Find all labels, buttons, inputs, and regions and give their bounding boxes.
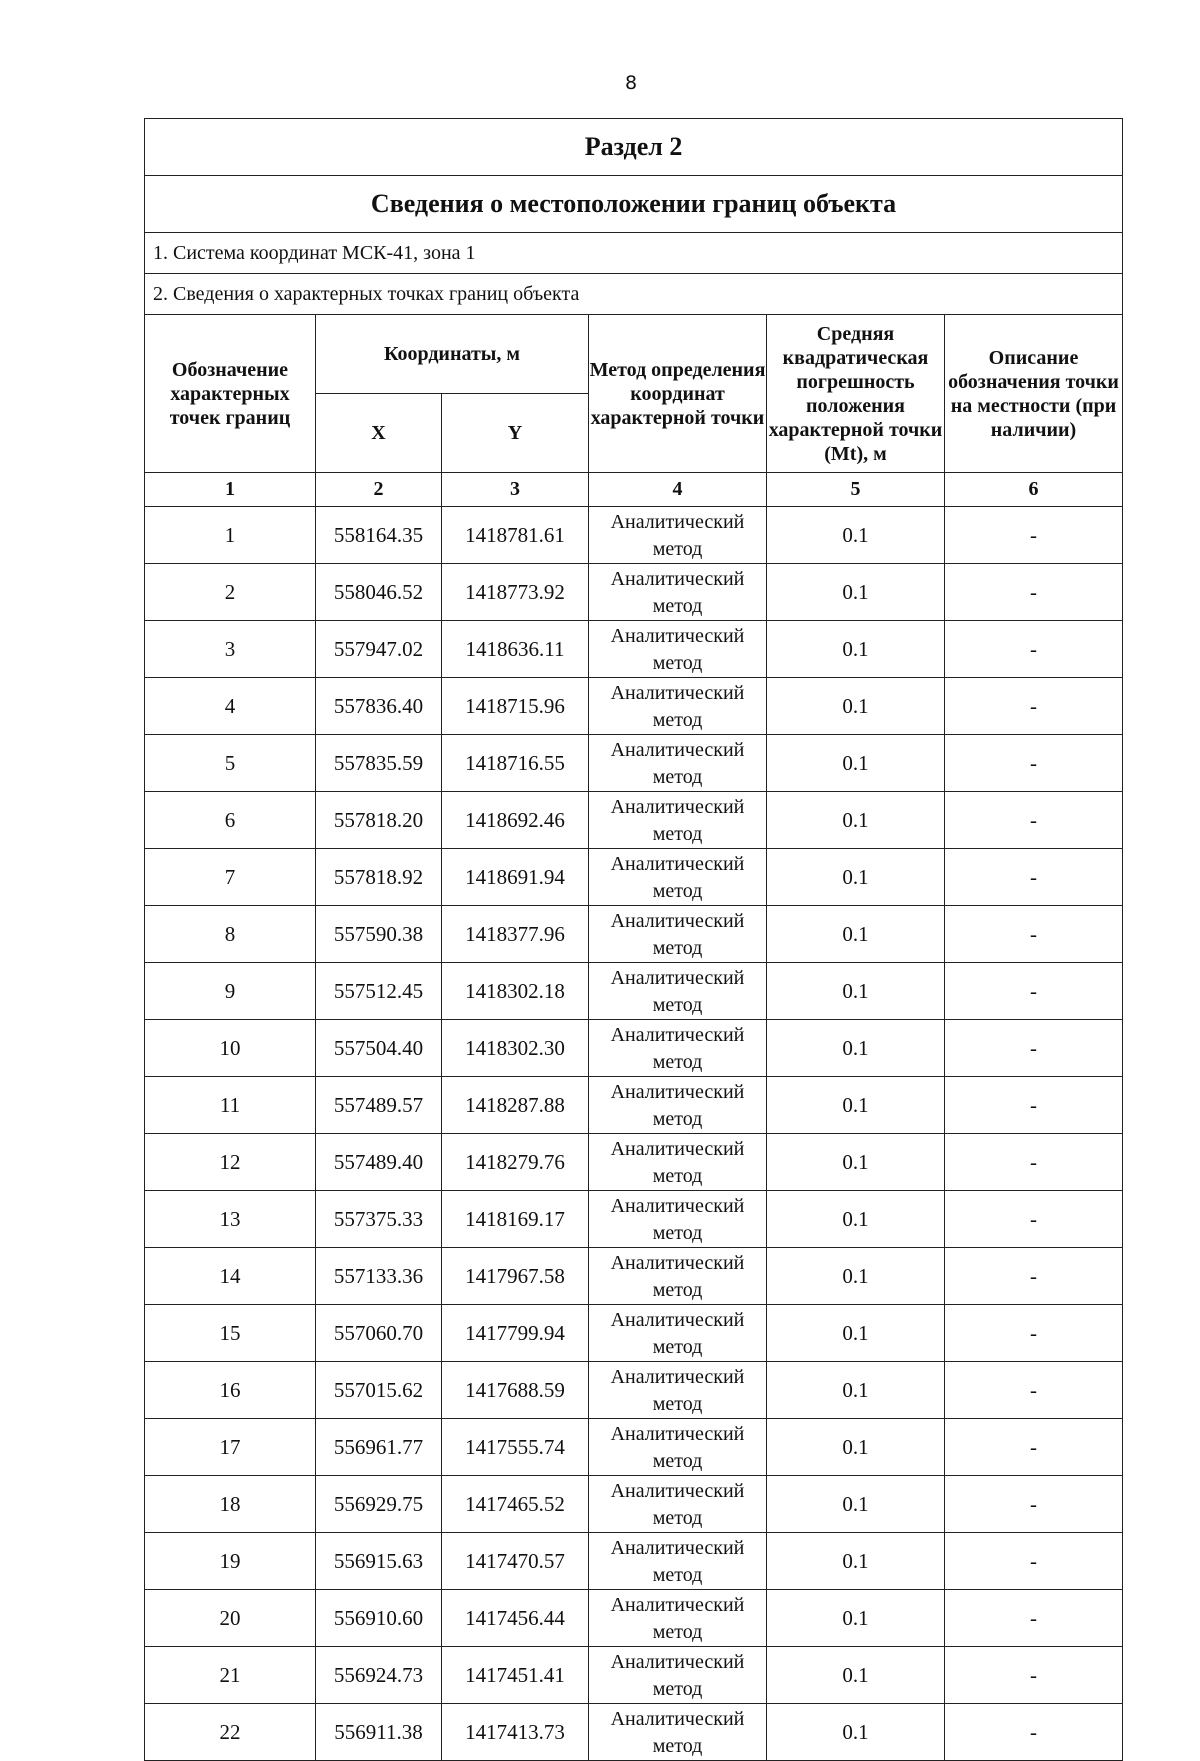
- y-coordinate-cell: 1418692.46: [442, 792, 589, 849]
- method-cell: [589, 1191, 767, 1248]
- x-coordinate-cell: 558046.52: [316, 564, 442, 621]
- points-info-line: 2. Сведения о характерных точках границ объекта: [145, 274, 1123, 315]
- method-cell: [589, 735, 767, 792]
- header-description: Описание обозначения точки на местности (при наличии): [945, 315, 1123, 473]
- method-cell: [589, 1077, 767, 1134]
- y-coordinate-cell: 1417799.94: [442, 1305, 589, 1362]
- point-number-cell: 5: [145, 735, 316, 792]
- method-cell: [589, 564, 767, 621]
- x-coordinate-cell: 556961.77: [316, 1419, 442, 1476]
- y-coordinate-cell: 1417555.74: [442, 1419, 589, 1476]
- method-text: Аналитический метод: [610, 1537, 745, 1586]
- table-row: [145, 1533, 1123, 1590]
- method-cell: [589, 1020, 767, 1077]
- column-number: 3: [442, 473, 589, 507]
- point-number-cell: 21: [145, 1647, 316, 1704]
- method-text: Аналитический метод: [610, 1594, 745, 1643]
- y-coordinate-cell: 1418716.55: [442, 735, 589, 792]
- x-coordinate-cell: 556929.75: [316, 1476, 442, 1533]
- point-number-cell: 11: [145, 1077, 316, 1134]
- header-y: Y: [442, 394, 589, 473]
- y-coordinate-cell: 1417451.41: [442, 1647, 589, 1704]
- coord-system-row: [145, 233, 1123, 274]
- y-coordinate-cell: 1418691.94: [442, 849, 589, 906]
- point-number-cell: 2: [145, 564, 316, 621]
- header-x: X: [316, 394, 442, 473]
- x-coordinate-cell: 557512.45: [316, 963, 442, 1020]
- point-number-cell: 18: [145, 1476, 316, 1533]
- y-coordinate-cell: 1418302.30: [442, 1020, 589, 1077]
- point-number-cell: 15: [145, 1305, 316, 1362]
- method-text: Аналитический метод: [610, 682, 745, 731]
- point-number-cell: 16: [145, 1362, 316, 1419]
- section-subtitle-row: [145, 176, 1123, 233]
- method-text: Аналитический метод: [610, 1651, 745, 1700]
- method-text: Аналитический метод: [610, 1423, 745, 1472]
- method-cell: [589, 1305, 767, 1362]
- table-row: [145, 1020, 1123, 1077]
- column-number: 1: [145, 473, 316, 507]
- method-cell: [589, 1419, 767, 1476]
- description-cell: -: [945, 678, 1123, 735]
- method-cell: [589, 1533, 767, 1590]
- y-coordinate-cell: 1417465.52: [442, 1476, 589, 1533]
- method-text: Аналитический метод: [610, 796, 745, 845]
- mean-error-cell: 0.1: [767, 1077, 945, 1134]
- method-text: Аналитический метод: [610, 1708, 745, 1757]
- method-cell: [589, 849, 767, 906]
- y-coordinate-cell: 1418279.76: [442, 1134, 589, 1191]
- x-coordinate-cell: 557590.38: [316, 906, 442, 963]
- method-text: Аналитический метод: [610, 1309, 745, 1358]
- mean-error-cell: 0.1: [767, 963, 945, 1020]
- point-number-cell: 3: [145, 621, 316, 678]
- header-point-designation: Обозначение характерных точек границ: [145, 315, 316, 473]
- mean-error-cell: 0.1: [767, 1305, 945, 1362]
- table-row: [145, 564, 1123, 621]
- description-cell: -: [945, 1647, 1123, 1704]
- mean-error-cell: 0.1: [767, 1476, 945, 1533]
- table-row: [145, 507, 1123, 564]
- description-cell: -: [945, 1248, 1123, 1305]
- point-number-cell: 1: [145, 507, 316, 564]
- mean-error-cell: 0.1: [767, 1590, 945, 1647]
- description-cell: -: [945, 849, 1123, 906]
- method-text: Аналитический метод: [610, 853, 745, 902]
- x-coordinate-cell: 556915.63: [316, 1533, 442, 1590]
- table-row: [145, 735, 1123, 792]
- x-coordinate-cell: 556911.38: [316, 1704, 442, 1761]
- point-number-cell: 13: [145, 1191, 316, 1248]
- y-coordinate-cell: 1418302.18: [442, 963, 589, 1020]
- table-row: [145, 1077, 1123, 1134]
- y-coordinate-cell: 1417470.57: [442, 1533, 589, 1590]
- section-title-row: [145, 119, 1123, 176]
- point-number-cell: 9: [145, 963, 316, 1020]
- x-coordinate-cell: 557375.33: [316, 1191, 442, 1248]
- point-number-cell: 17: [145, 1419, 316, 1476]
- table-row: [145, 1134, 1123, 1191]
- method-cell: [589, 1134, 767, 1191]
- x-coordinate-cell: 557489.40: [316, 1134, 442, 1191]
- table-row: [145, 1191, 1123, 1248]
- header-method: Метод определения координат характерной точки: [589, 315, 767, 473]
- description-cell: -: [945, 735, 1123, 792]
- header-coordinates: Координаты, м: [316, 315, 589, 394]
- y-coordinate-cell: 1418781.61: [442, 507, 589, 564]
- mean-error-cell: 0.1: [767, 849, 945, 906]
- y-coordinate-cell: 1418287.88: [442, 1077, 589, 1134]
- method-text: Аналитический метод: [610, 625, 745, 674]
- method-cell: [589, 1476, 767, 1533]
- method-text: Аналитический метод: [610, 1138, 745, 1187]
- table-row: [145, 849, 1123, 906]
- description-cell: -: [945, 1419, 1123, 1476]
- method-text: Аналитический метод: [610, 967, 745, 1016]
- x-coordinate-cell: 557504.40: [316, 1020, 442, 1077]
- column-number: 4: [589, 473, 767, 507]
- mean-error-cell: 0.1: [767, 1020, 945, 1077]
- point-number-cell: 10: [145, 1020, 316, 1077]
- x-coordinate-cell: 557836.40: [316, 678, 442, 735]
- table-row: [145, 1248, 1123, 1305]
- x-coordinate-cell: 556910.60: [316, 1590, 442, 1647]
- method-cell: [589, 906, 767, 963]
- method-cell: [589, 1704, 767, 1761]
- points-info-row: [145, 274, 1123, 315]
- y-coordinate-cell: 1418169.17: [442, 1191, 589, 1248]
- y-coordinate-cell: 1418377.96: [442, 906, 589, 963]
- column-number: 5: [767, 473, 945, 507]
- point-number-cell: 4: [145, 678, 316, 735]
- description-cell: -: [945, 1533, 1123, 1590]
- method-cell: [589, 1362, 767, 1419]
- table-row: [145, 906, 1123, 963]
- table-row: [145, 1305, 1123, 1362]
- description-cell: -: [945, 1191, 1123, 1248]
- description-cell: -: [945, 963, 1123, 1020]
- x-coordinate-cell: 557835.59: [316, 735, 442, 792]
- point-number-cell: 8: [145, 906, 316, 963]
- x-coordinate-cell: 557818.20: [316, 792, 442, 849]
- description-cell: -: [945, 564, 1123, 621]
- mean-error-cell: 0.1: [767, 507, 945, 564]
- description-cell: -: [945, 1134, 1123, 1191]
- x-coordinate-cell: 557947.02: [316, 621, 442, 678]
- mean-error-cell: 0.1: [767, 1362, 945, 1419]
- mean-error-cell: 0.1: [767, 564, 945, 621]
- description-cell: -: [945, 1362, 1123, 1419]
- table-row: [145, 1362, 1123, 1419]
- mean-error-cell: 0.1: [767, 1248, 945, 1305]
- method-cell: [589, 507, 767, 564]
- x-coordinate-cell: 556924.73: [316, 1647, 442, 1704]
- method-text: Аналитический метод: [610, 739, 745, 788]
- x-coordinate-cell: 557489.57: [316, 1077, 442, 1134]
- description-cell: -: [945, 1476, 1123, 1533]
- method-text: Аналитический метод: [610, 1480, 745, 1529]
- method-cell: [589, 1647, 767, 1704]
- mean-error-cell: 0.1: [767, 792, 945, 849]
- description-cell: -: [945, 1704, 1123, 1761]
- description-cell: -: [945, 792, 1123, 849]
- method-text: Аналитический метод: [610, 1024, 745, 1073]
- column-numbers-row: [145, 473, 1123, 507]
- mean-error-cell: 0.1: [767, 1533, 945, 1590]
- mean-error-cell: 0.1: [767, 906, 945, 963]
- table-row: [145, 963, 1123, 1020]
- method-text: Аналитический метод: [610, 1252, 745, 1301]
- description-cell: -: [945, 1590, 1123, 1647]
- method-cell: [589, 1590, 767, 1647]
- method-text: Аналитический метод: [610, 910, 745, 959]
- mean-error-cell: 0.1: [767, 1191, 945, 1248]
- x-coordinate-cell: 558164.35: [316, 507, 442, 564]
- point-number-cell: 19: [145, 1533, 316, 1590]
- method-text: Аналитический метод: [610, 568, 745, 617]
- y-coordinate-cell: 1417688.59: [442, 1362, 589, 1419]
- method-cell: [589, 621, 767, 678]
- x-coordinate-cell: 557133.36: [316, 1248, 442, 1305]
- y-coordinate-cell: 1417967.58: [442, 1248, 589, 1305]
- x-coordinate-cell: 557818.92: [316, 849, 442, 906]
- method-text: Аналитический метод: [610, 511, 745, 560]
- table-row: [145, 1419, 1123, 1476]
- y-coordinate-cell: 1417456.44: [442, 1590, 589, 1647]
- point-number-cell: 7: [145, 849, 316, 906]
- method-cell: [589, 1248, 767, 1305]
- method-text: Аналитический метод: [610, 1195, 745, 1244]
- description-cell: -: [945, 621, 1123, 678]
- mean-error-cell: 0.1: [767, 1704, 945, 1761]
- column-number: 2: [316, 473, 442, 507]
- method-text: Аналитический метод: [610, 1081, 745, 1130]
- description-cell: -: [945, 906, 1123, 963]
- header-mean-error: Средняя квадратическая погрешность положения характерной точки (Mt), м: [767, 315, 945, 473]
- point-number-cell: 22: [145, 1704, 316, 1761]
- point-number-cell: 12: [145, 1134, 316, 1191]
- column-number: 6: [945, 473, 1123, 507]
- method-cell: [589, 678, 767, 735]
- table-row: [145, 678, 1123, 735]
- section-title: Раздел 2: [145, 119, 1123, 176]
- mean-error-cell: 0.1: [767, 678, 945, 735]
- description-cell: -: [945, 1020, 1123, 1077]
- table-row: [145, 1590, 1123, 1647]
- description-cell: -: [945, 507, 1123, 564]
- table-row: [145, 621, 1123, 678]
- y-coordinate-cell: 1417413.73: [442, 1704, 589, 1761]
- description-cell: -: [945, 1077, 1123, 1134]
- method-cell: [589, 963, 767, 1020]
- point-number-cell: 14: [145, 1248, 316, 1305]
- method-cell: [589, 792, 767, 849]
- mean-error-cell: 0.1: [767, 1134, 945, 1191]
- coord-system-line: 1. Система координат МСК-41, зона 1: [145, 233, 1123, 274]
- table-row: [145, 1704, 1123, 1761]
- point-number-cell: 6: [145, 792, 316, 849]
- boundary-points-table: [144, 118, 1123, 1761]
- x-coordinate-cell: 557060.70: [316, 1305, 442, 1362]
- y-coordinate-cell: 1418773.92: [442, 564, 589, 621]
- method-text: Аналитический метод: [610, 1366, 745, 1415]
- mean-error-cell: 0.1: [767, 735, 945, 792]
- description-cell: -: [945, 1305, 1123, 1362]
- mean-error-cell: 0.1: [767, 1647, 945, 1704]
- mean-error-cell: 0.1: [767, 621, 945, 678]
- section-subtitle: Сведения о местоположении границ объекта: [145, 176, 1123, 233]
- table-row: [145, 1647, 1123, 1704]
- table-row: [145, 792, 1123, 849]
- y-coordinate-cell: 1418715.96: [442, 678, 589, 735]
- y-coordinate-cell: 1418636.11: [442, 621, 589, 678]
- header-row-1: [145, 315, 1123, 394]
- x-coordinate-cell: 557015.62: [316, 1362, 442, 1419]
- mean-error-cell: 0.1: [767, 1419, 945, 1476]
- page-number: 8: [624, 72, 638, 94]
- table-row: [145, 1476, 1123, 1533]
- point-number-cell: 20: [145, 1590, 316, 1647]
